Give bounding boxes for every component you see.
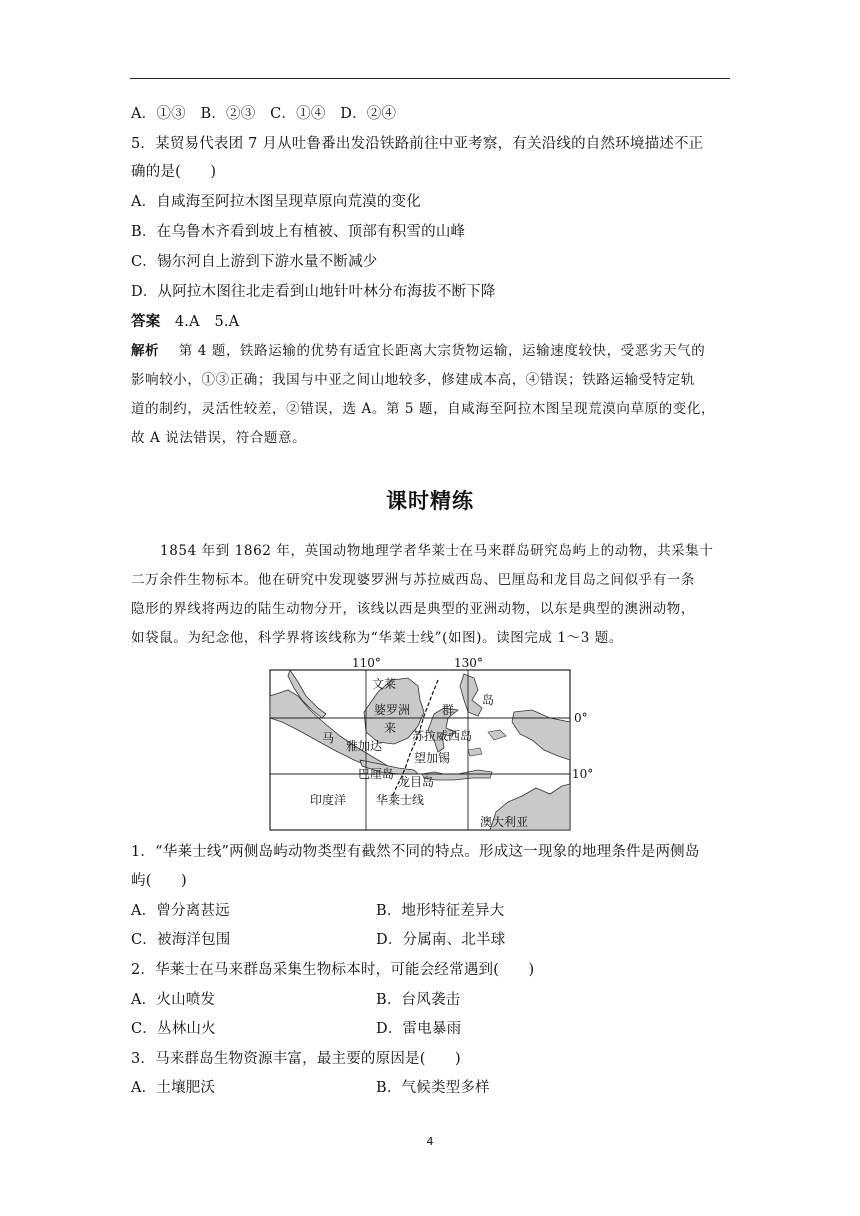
intro-line3: 隐形的界线将两边的陆生动物分开，该线以西是典型的亚洲动物，以东是典型的澳洲动物， <box>131 601 695 617</box>
q5-option-d: D．从阿拉木图往北走看到山地针叶林分布海拔不断下降 <box>131 284 496 300</box>
wallace-line-label: 华莱士线 <box>376 793 425 807</box>
q1-stem-line1: 1．“华莱士线”两侧岛屿动物类型有截然不同的特点。形成这一现象的地理条件是两侧岛 <box>131 844 700 860</box>
lai-label: 来 <box>384 721 397 735</box>
intro-line2: 二万余件生物标本。他在研究中发现婆罗洲与苏拉威西岛、巴厘岛和龙目岛之间似乎有一条 <box>131 572 695 588</box>
answer-text: 4.A 5.A <box>174 314 240 330</box>
lon-130-label: 130° <box>454 656 483 670</box>
explanation-line3: 道的制约，灵活性较差，②错误，选 A。第 5 题，自咸海至阿拉木图呈现荒漠向草原的变化， <box>131 401 716 417</box>
qun-label: 群 <box>442 703 455 717</box>
q4-options: A．①③ B．②③ C．①④ D．②④ <box>131 106 397 122</box>
q5-option-c: C．锡尔河自上游到下游水量不断减少 <box>131 254 378 270</box>
indian-ocean-label: 印度洋 <box>310 793 347 807</box>
q1-option-a: A．曾分离甚远 <box>131 903 230 919</box>
q2-stem: 2．华莱士在马来群岛采集生物标本时，可能会经常遇到( ) <box>131 962 535 978</box>
q1-stem-line2: 屿( ) <box>131 873 187 889</box>
q5-stem-line2: 确的是( ) <box>131 164 217 180</box>
q3-option-a: A．土壤肥沃 <box>131 1080 216 1096</box>
sulawesi-label: 苏拉威西岛 <box>412 729 473 743</box>
q5-option-b: B．在乌鲁木齐看到坡上有植被、顶部有积雪的山峰 <box>131 224 466 240</box>
borneo-label: 婆罗洲 <box>374 703 411 717</box>
q5-option-a: A．自咸海至阿拉木图呈现草原向荒漠的变化 <box>131 194 421 210</box>
makassar-label: 望加锡 <box>414 751 451 765</box>
lat-10-label: 10° <box>572 767 594 781</box>
dao-label: 岛 <box>482 693 495 707</box>
explanation-label: 解析 <box>131 343 160 359</box>
answer-line <box>131 312 239 332</box>
explanation-line2: 影响较小，①③正确；我国与中亚之间山地较多，修建成本高，④错误；铁路运输受特定轨 <box>131 372 695 388</box>
q1-option-b: B．地形特征差异大 <box>376 903 505 919</box>
q2-option-c: C．丛林山火 <box>131 1021 216 1037</box>
explanation-line4: 故 A 说法错误，符合题意。 <box>131 430 307 446</box>
page-number: 4 <box>426 1135 434 1148</box>
australia-label: 澳大利亚 <box>480 815 529 829</box>
q3-stem: 3．马来群岛生物资源丰富，最主要的原因是( ) <box>131 1051 461 1067</box>
q2-option-d: D．雷电暴雨 <box>376 1021 462 1037</box>
answer-label: 答案 <box>131 313 161 330</box>
lombok-label: 龙目岛 <box>398 775 435 789</box>
q3-option-b: B．气候类型多样 <box>376 1080 490 1096</box>
bali-label: 巴厘岛 <box>358 767 395 781</box>
wallace-line-map <box>268 656 594 836</box>
jakarta-label: 雅加达 <box>346 739 383 753</box>
explanation-line1: 解析 第 4 题，铁路运输的优势有适宜长距离大宗货物运输，运输速度较快，受恶劣天气的 <box>131 343 706 359</box>
intro-line1: 1854 年到 1862 年，英国动物地理学者华莱士在马来群岛研究岛屿上的动物，共采集十 <box>160 543 714 559</box>
section-title: 课时精练 <box>386 489 474 513</box>
brunei-label: 文莱 <box>372 677 397 691</box>
q5-stem-line1: 5．某贸易代表团 7 月从吐鲁番出发沿铁路前往中亚考察，有关沿线的自然环境描述不正 <box>131 136 704 152</box>
q2-option-b: B．台风袭击 <box>376 992 461 1008</box>
intro-line4: 如袋鼠。为纪念他，科学界将该线称为“华莱士线”(如图)。读图完成 1～3 题。 <box>131 630 623 646</box>
ma-label: 马 <box>322 731 335 745</box>
lon-110-label: 110° <box>352 656 381 670</box>
q1-option-c: C．被海洋包围 <box>131 932 231 948</box>
q1-option-d: D．分属南、北半球 <box>376 932 506 948</box>
header-rule <box>130 78 730 79</box>
q2-option-a: A．火山喷发 <box>131 992 216 1008</box>
lat-0-label: 0° <box>574 711 588 725</box>
